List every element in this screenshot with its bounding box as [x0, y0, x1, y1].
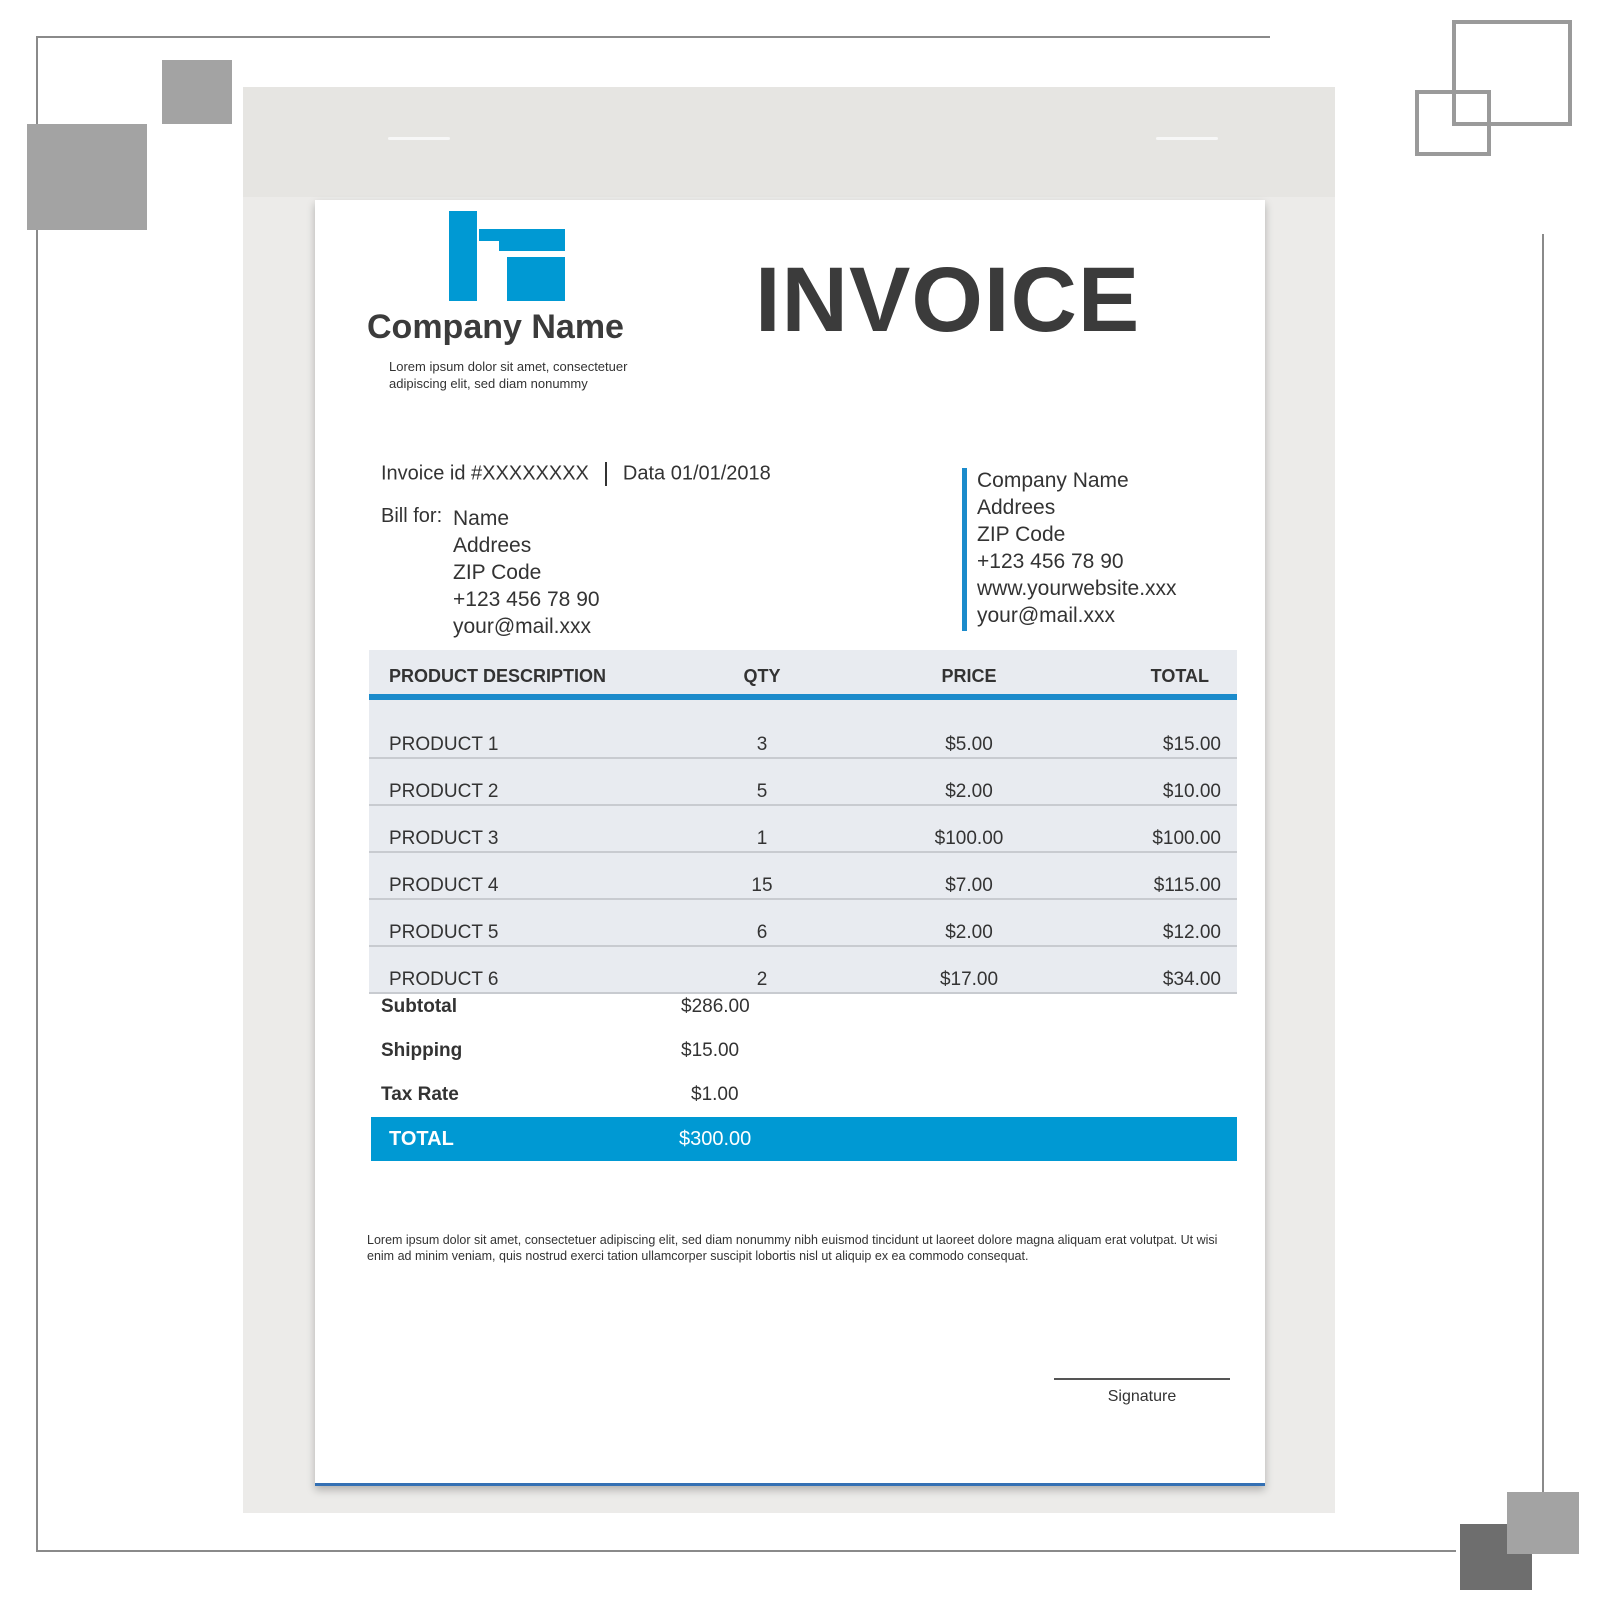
- row-total: $12.00: [1162, 922, 1221, 943]
- row-price: $7.00: [945, 875, 993, 896]
- invoice-meta: [381, 462, 771, 486]
- row-price: $100.00: [934, 828, 1004, 849]
- table-row: [369, 853, 1237, 900]
- deco-square-gray-small: [162, 60, 232, 124]
- frame-line-right: [1542, 234, 1544, 1494]
- clip-notch-left: [388, 137, 450, 140]
- table-row: [369, 712, 1237, 759]
- grand-total-label: TOTAL: [389, 1128, 454, 1150]
- invoice-sheet: [315, 200, 1265, 1486]
- shipping-value: $15.00: [681, 1040, 740, 1061]
- deco-square-gray-bottom: [1507, 1492, 1579, 1554]
- row-total: $100.00: [1152, 828, 1221, 849]
- vendor-address: Addrees: [977, 496, 1056, 519]
- row-price: $2.00: [945, 922, 993, 943]
- company-tagline: [389, 358, 649, 392]
- line-items-table: [369, 650, 1237, 994]
- vendor-website: www.yourwebsite.xxx: [977, 577, 1177, 600]
- bill-to-address: Addrees: [453, 534, 532, 557]
- invoice-id: Invoice id #XXXXXXXX: [381, 462, 589, 485]
- row-total: $115.00: [1153, 875, 1221, 896]
- company-name-heading: Company Name: [367, 308, 624, 346]
- document-title: INVOICE: [755, 249, 1141, 351]
- header-price: PRICE: [941, 666, 997, 686]
- row-description: PRODUCT 6: [389, 969, 499, 990]
- vendor-zip: ZIP Code: [977, 523, 1066, 546]
- row-qty: 15: [751, 875, 773, 896]
- signature-line: [1054, 1378, 1230, 1380]
- company-tagline-line-2: adipiscing elit, sed diam nonummy: [389, 376, 588, 391]
- row-description: PRODUCT 5: [389, 922, 499, 943]
- table-body: [369, 700, 1237, 994]
- deco-square-gray-large: [27, 124, 147, 230]
- clip-notch-right: [1156, 137, 1218, 140]
- bill-to-label: Bill for:: [381, 505, 443, 527]
- grand-total-value: $300.00: [679, 1128, 752, 1150]
- signature-label: Signature: [1107, 1388, 1177, 1405]
- invoice-date: Data 01/01/2018: [622, 462, 771, 485]
- row-qty: 2: [756, 969, 768, 990]
- frame-line-top: [38, 36, 1270, 38]
- meta-divider: [605, 462, 607, 486]
- row-total: $15.00: [1162, 734, 1221, 755]
- shipping-label: Shipping: [381, 1040, 463, 1061]
- frame-line-left: [36, 36, 38, 1552]
- subtotal-label: Subtotal: [381, 996, 457, 1017]
- row-price: $17.00: [939, 969, 999, 990]
- row-price: $5.00: [945, 734, 993, 755]
- row-price: $2.00: [945, 781, 993, 802]
- row-description: PRODUCT 1: [389, 734, 499, 755]
- row-qty: 3: [756, 734, 768, 755]
- grand-total-bar: [371, 1117, 1237, 1161]
- company-tagline-line-1: Lorem ipsum dolor sit amet, consectetuer: [389, 359, 628, 374]
- table-row: [369, 947, 1237, 994]
- bill-to-name: Name: [453, 507, 510, 530]
- subtotal-row: [381, 996, 801, 1040]
- table-header: [369, 650, 1237, 700]
- deco-square-outline-small: [1415, 90, 1491, 156]
- vendor-phone: +123 456 78 90: [977, 550, 1124, 573]
- footer-note: Lorem ipsum dolor sit amet, consectetuer adipiscing elit, sed diam nonummy nibh euismod tincidunt ut laoreet dolore magna aliquam erat volutpat. Ut wisi enim ad minim veniam, quis nostrud exerci tation ullamcorper suscipit lobortis nisl ut aliquip ex ea commodo consequat.: [367, 1233, 1218, 1263]
- totals-summary: [381, 996, 801, 1128]
- row-qty: 1: [756, 828, 768, 849]
- row-description: PRODUCT 4: [389, 875, 499, 896]
- bill-to-phone: +123 456 78 90: [453, 588, 600, 611]
- bill-to-zip: ZIP Code: [453, 561, 542, 584]
- bill-to-email: your@mail.xxx: [453, 615, 592, 638]
- row-qty: 5: [756, 781, 768, 802]
- header-description: PRODUCT DESCRIPTION: [389, 666, 607, 686]
- tax-value: $1.00: [691, 1084, 739, 1105]
- subtotal-value: $286.00: [681, 996, 750, 1017]
- table-row: [369, 806, 1237, 853]
- shipping-row: [381, 1040, 801, 1084]
- row-total: $10.00: [1162, 781, 1221, 802]
- bill-to-block: [453, 505, 600, 640]
- vendor-email: your@mail.xxx: [977, 604, 1116, 627]
- header-qty: QTY: [743, 666, 781, 686]
- company-logo-icon: [449, 211, 565, 301]
- row-description: PRODUCT 3: [389, 828, 499, 849]
- header-total: TOTAL: [1150, 666, 1209, 686]
- vendor-name: Company Name: [977, 469, 1129, 492]
- table-row: [369, 900, 1237, 947]
- vendor-accent-bar: [962, 468, 967, 631]
- table-row: [369, 759, 1237, 806]
- frame-line-bottom: [36, 1550, 1456, 1552]
- vendor-block: [977, 467, 1177, 629]
- tax-label: Tax Rate: [381, 1084, 459, 1105]
- row-qty: 6: [756, 922, 768, 943]
- clipboard-clip: [243, 87, 1335, 197]
- row-description: PRODUCT 2: [389, 781, 499, 802]
- row-total: $34.00: [1162, 969, 1221, 990]
